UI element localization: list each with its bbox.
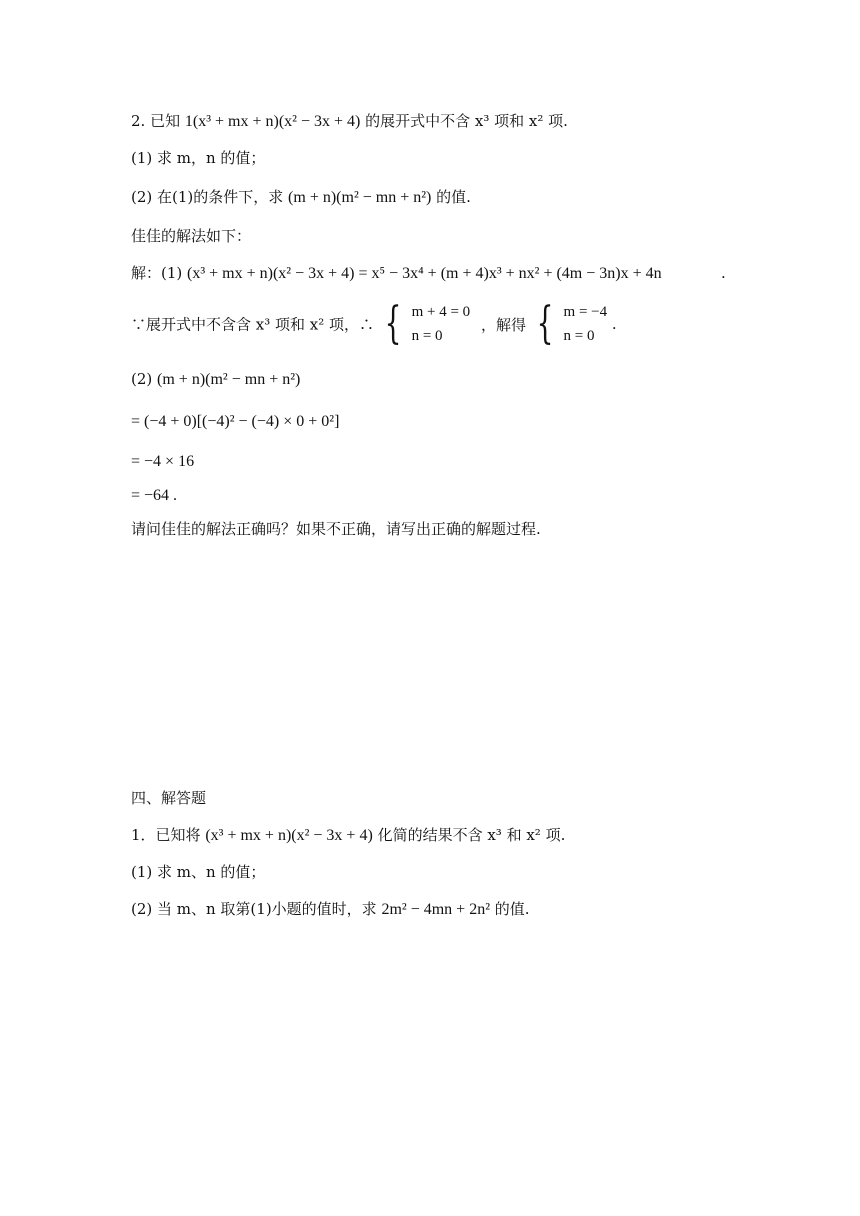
system1-equation-2: n = 0 (411, 328, 443, 344)
section4-problem1-prefix: 1．已知将 (131, 826, 201, 844)
solution-intro: 佳佳的解法如下： (131, 227, 252, 245)
section4-question2-prefix: (2) 当 m、n 取第(1)小题的值时，求 (131, 900, 377, 918)
problem2-question1: (1) 求 m，n 的值； (131, 149, 266, 167)
solution-solve-word: ，解得 (480, 315, 526, 334)
part2-expression: (m + n)(m² − mn + n²) (157, 371, 301, 388)
problem2-question2 (131, 186, 471, 209)
evaluation-question: 请问佳佳的解法正确吗？如果不正确，请写出正确的解题过程. (131, 520, 541, 538)
problem2-suffix: 的展开式中不含 x³ 项和 x² 项. (365, 112, 568, 130)
equation-system-2 (564, 300, 608, 348)
system2-equation-1: m = −4 (563, 304, 608, 320)
section4-problem1-statement (131, 824, 565, 847)
problem2-expression: 1(x³ + mx + n)(x² − 3x + 4) (184, 113, 361, 130)
section4-problem1-suffix: 化简的结果不含 x³ 和 x² 项. (377, 826, 566, 844)
section4-question1: (1) 求 m、n 的值； (131, 863, 266, 881)
section4-question2-suffix: 的值. (494, 900, 530, 918)
solution-because-line (131, 300, 617, 348)
problem2-question2-prefix: (2) 在(1)的条件下，求 (131, 188, 284, 206)
solution-expansion: (x³ + mx + n)(x² − 3x + 4) = x⁵ − 3x⁴ + (m + 4)x³ + nx² + (4m − 3n)x + 4n (187, 265, 662, 282)
calc-step-3: = −64 . (131, 487, 178, 504)
problem2-prefix: 2. 已知 (131, 112, 181, 130)
solution-expansion-line (131, 262, 726, 285)
equation-system-1 (412, 300, 471, 348)
solution-because-text: ∵展开式中不含含 x³ 项和 x² 项，∴ (131, 315, 375, 334)
problem2-statement (131, 110, 568, 133)
part2-label: (2) (131, 370, 153, 388)
section4-question2-expression: 2m² − 4mn + 2n² (381, 901, 490, 918)
system2-equation-2: n = 0 (563, 328, 595, 344)
section-heading: 四、解答题 (131, 789, 207, 807)
left-brace-system1: { (384, 298, 402, 349)
left-brace-system2: { (536, 298, 554, 349)
calc-step-1: = (−4 + 0)[(−4)² − (−4) × 0 + 0²] (131, 413, 340, 430)
solution-expansion-end: . (721, 264, 726, 282)
part2-line (131, 368, 300, 391)
section4-question2 (131, 898, 530, 921)
problem2-question2-suffix: 的值. (436, 188, 471, 206)
section4-problem1-expression: (x³ + mx + n)(x² − 3x + 4) (205, 827, 373, 844)
system1-equation-1: m + 4 = 0 (411, 304, 471, 320)
solution-label: 解：(1) (131, 264, 183, 282)
problem2-question2-expression: (m + n)(m² − mn + n²) (288, 189, 432, 206)
calc-step-2: = −4 × 16 (131, 453, 195, 470)
solution-system-end: . (611, 315, 617, 333)
